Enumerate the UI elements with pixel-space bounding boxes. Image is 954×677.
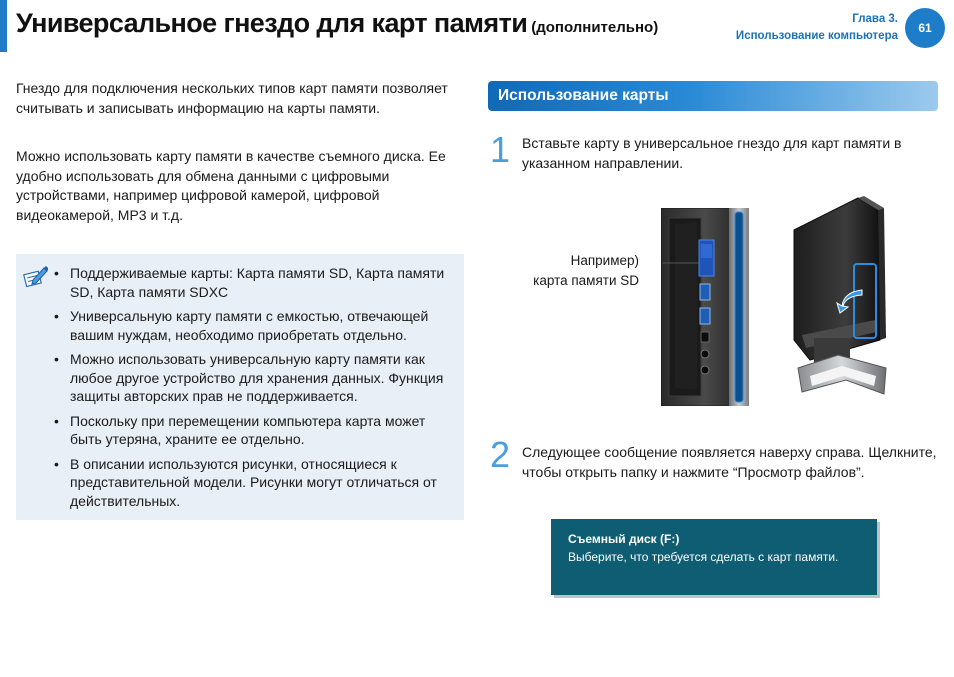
note-item: • Поскольку при перемещении компьютера карта может быть утеряна, храните ее отдельно.	[54, 412, 454, 449]
step-2-number: 2	[490, 434, 511, 475]
page-title	[16, 8, 658, 39]
figure-caption-line-1: Например)	[570, 253, 639, 268]
notification-body: Выберите, что требуется сделать с карт памяти.	[568, 550, 839, 564]
section-header: Использование карты	[488, 81, 938, 111]
notification-title: Съемный диск (F:)	[568, 532, 680, 546]
intro-paragraph-1: Гнездо для подключения нескольких типов карт памяти позволяет считывать и записывать информацию на карты памяти.	[16, 80, 448, 116]
chapter-title: Использование компьютера	[735, 30, 898, 42]
page-title-suffix: (дополнительно)	[531, 19, 659, 36]
note-item: • Универсальную карту памяти с емкостью, отвечающей вашим нуждам, необходимо приобретать отдельно.	[54, 307, 454, 344]
step-1-number: 1	[490, 129, 511, 170]
note-item: • Поддерживаемые карты: Карта памяти SD, Карта памяти SD, Карта памяти SDXC	[54, 264, 454, 301]
intro-paragraph-2: Можно использовать карту памяти в качестве съемного диска. Ее удобно использовать для обмена данными с цифровыми устройствами, например цифровой камерой, цифровой видеокамерой, MP3 и т.д.	[16, 148, 446, 223]
page-number-badge: 61	[905, 8, 945, 48]
removable-disk-notification[interactable]	[551, 519, 877, 595]
card-slot-closeup-image	[661, 208, 749, 411]
note-item: • Можно использовать универсальную карту памяти как любое другое устройство для хранения данных. Функция защиты авторских прав не поддерживается.	[54, 350, 454, 406]
figure-caption	[505, 251, 639, 290]
step-1-text: Вставьте карту в универсальное гнездо для карт памяти в указанном направлении.	[522, 135, 902, 171]
page-title-main: Универсальное гнездо для карт памяти	[16, 8, 528, 38]
title-accent-bar	[0, 0, 7, 52]
monitor-rear-image	[780, 190, 900, 415]
step-2-text: Следующее сообщение появляется наверху справа. Щелкните, чтобы открыть папку и нажмите “Просмотр файлов”.	[522, 444, 937, 480]
note-pencil-icon	[22, 264, 48, 295]
note-box	[16, 254, 464, 520]
note-list	[54, 264, 454, 516]
chapter-number: Глава 3.	[852, 13, 898, 25]
figure-caption-line-2: карта памяти SD	[533, 272, 639, 288]
chapter-label	[736, 11, 898, 45]
note-item: • В описании используются рисунки, относящиеся к представительной модели. Рисунки могут отличаться от действительных.	[54, 455, 454, 511]
